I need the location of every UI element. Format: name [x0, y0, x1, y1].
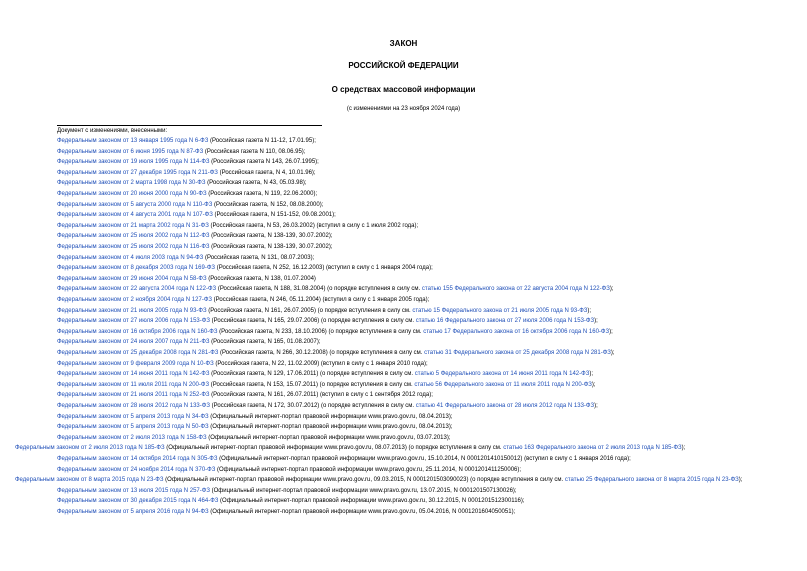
amendment-publication-text: (Российская газета N 110, 08.06.95); [203, 148, 306, 155]
amendment-article-link[interactable]: статью 15 Федерального закона от 21 июля 2005 года N 93-ФЗ [412, 307, 588, 314]
amendment-law-link[interactable]: Федеральным законом от 28 июля 2012 года N 133-ФЗ [57, 402, 210, 409]
amendment-publication-text: (Российская газета, N 233, 18.10.2006) (о порядке вступления в силу см. [217, 328, 424, 335]
amendment-publication-text: (Российская газета, N 165, 01.08.2007); [209, 339, 321, 346]
amendment-publication-text: (Российская газета, N 129, 17.06.2011) (о порядке вступления в силу см. [209, 371, 415, 378]
amendment-publication-text: (Российская газета, N 252, 16.12.2003) (вступил в силу с 1 января 2004 года); [215, 265, 433, 272]
amendment-publication-text: (Российская газета, N 165, 29.07.2006) (о порядке вступления в силу см. [209, 318, 416, 325]
amendment-publication-text: (Российская газета, N 188, 31.08.2004) (о порядке вступления в силу см. [216, 286, 422, 293]
amendment-item [57, 390, 777, 401]
amendment-publication-text: (Российская газета, N 152, 08.08.2000); [212, 201, 324, 208]
amendment-item [57, 337, 777, 348]
amendment-tail-text: ); [594, 318, 598, 325]
amendment-publication-text: (Официальный интернет-портал правовой информации www.pravo.gov.ru, 30.12.2015, N 0001201512300116); [218, 498, 525, 505]
amendment-law-link[interactable]: Федеральным законом от 19 июля 1995 года N 114-ФЗ [57, 159, 210, 166]
amendment-publication-text: (Российская газета, N 172, 30.07.2012) (о порядке вступления в силу см. [209, 402, 416, 409]
amendment-item [57, 189, 777, 200]
amendment-law-link[interactable]: Федеральным законом от 21 июля 2005 года N 93-ФЗ [57, 307, 207, 314]
amendment-publication-text: (Российская газета, N 138-139, 30.07.2002); [209, 244, 333, 251]
amendment-law-link[interactable]: Федеральным законом от 5 августа 2000 года N 110-ФЗ [57, 201, 213, 208]
amendment-publication-text: (Российская газета, N 119, 22.06.2000); [206, 191, 318, 198]
amendment-law-link[interactable]: Федеральным законом от 5 апреля 2016 года N 94-ФЗ [57, 508, 209, 515]
amendment-publication-text: (Российская газета, N 53, 26.03.2002) (вступил в силу с 1 июля 2002 года); [208, 222, 419, 229]
amendment-law-link[interactable]: Федеральным законом от 5 апреля 2013 года N 50-ФЗ [57, 424, 209, 431]
amendment-law-link[interactable]: Федеральным законом от 24 июля 2007 года N 211-ФЗ [57, 339, 210, 346]
amendment-tail-text: ); [681, 445, 686, 452]
amendment-law-link[interactable]: Федеральным законом от 2 марта 1998 года N 30-ФЗ [57, 180, 206, 187]
amendment-law-link[interactable]: Федеральным законом от 13 июля 2015 года N 257-ФЗ [57, 487, 210, 494]
amendment-item [57, 306, 777, 317]
amendment-publication-text: (Российская газета, N 22, 11.02.2009) (вступил в силу с 1 января 2010 года); [213, 360, 428, 367]
amendment-law-link[interactable]: Федеральным законом от 5 апреля 2013 года N 34-ФЗ [57, 413, 209, 420]
amendment-law-link[interactable]: Федеральным законом от 2 ноября 2004 года N 127-ФЗ [57, 297, 213, 303]
amendment-item [57, 200, 777, 211]
amendment-publication-text: (Российская газета, N 138-139, 30.07.2002); [209, 233, 333, 240]
amendment-article-link[interactable]: статью 163 Федерального закона от 2 июля 2013 года N 185-ФЗ [503, 445, 682, 452]
amendment-law-link[interactable]: Федеральным законом от 25 июля 2002 года N 116-ФЗ [57, 244, 210, 251]
amendment-law-link[interactable]: Федеральным законом от 30 декабря 2015 года N 464-ФЗ [57, 498, 219, 505]
amendment-publication-text: (Российская газета, N 138, 01.07.2004) [206, 275, 316, 282]
amendments-list [15, 126, 777, 518]
amendment-item [57, 136, 777, 147]
amendment-item [57, 380, 777, 391]
amendment-item [57, 157, 777, 168]
amendment-item [57, 316, 777, 327]
amendment-item [57, 401, 777, 412]
amendment-publication-text: (Российская газета, N 43, 05.03.98); [205, 180, 307, 187]
amendment-item [57, 242, 777, 253]
amendment-law-link[interactable]: Федеральным законом от 27 декабря 1995 года N 211-ФЗ [57, 169, 218, 176]
amendment-item [57, 496, 777, 507]
amendment-item [57, 433, 777, 444]
amendment-item [57, 274, 777, 285]
amendment-article-link[interactable]: статью 41 Федерального закона от 28 июля 2012 года N 133-ФЗ [415, 402, 595, 409]
amendment-tail-text: ); [609, 328, 613, 335]
amendment-publication-text: (Официальный интернет-портал правовой информации www.pravo.gov.ru, 09.03.2015, N 0001201503090023) (о порядке вступления в силу см. [163, 477, 565, 484]
amendment-publication-text: (Официальный интернет-портал правовой информации www.pravo.gov.ru, 03.07.2013); [206, 434, 451, 441]
amendment-tail-text: ); [587, 307, 592, 314]
amendment-law-link[interactable]: Федеральным законом от 14 октября 2014 года N 305-ФЗ [57, 455, 218, 462]
amendment-law-link[interactable]: Федеральным законом от 6 июня 1995 года N 87-ФЗ [57, 148, 204, 155]
amendment-publication-text: (Официальный интернет-портал правовой информации www.pravo.gov.ru, 15.10.2014, N 0001201410150012) (вступил в силу с 1 января 2016 года); [217, 455, 631, 462]
amendment-item [57, 147, 777, 158]
amendment-publication-text: (Российская газета, N 151-152, 09.08.2001); [212, 212, 336, 219]
amendment-publication-text: (Официальный интернет-портал правовой информации www.pravo.gov.ru, 08.04.2013); [208, 424, 453, 431]
amendment-law-link[interactable]: Федеральным законом от 21 июля 2011 года N 252-ФЗ [57, 392, 210, 399]
amendment-item [57, 507, 777, 518]
amendment-tail-text: ); [610, 349, 615, 356]
amendment-tail-text: ); [594, 402, 598, 409]
amendment-law-link[interactable]: Федеральным законом от 20 июня 2000 года N 90-ФЗ [57, 191, 207, 198]
amendment-publication-text: (Российская газета, N 4, 10.01.96); [217, 169, 316, 176]
amendment-law-link[interactable]: Федеральным законом от 25 июля 2002 года N 112-ФЗ [57, 233, 210, 240]
amendment-article-link[interactable]: статью 31 Федерального закона от 25 декабря 2008 года N 281-ФЗ [424, 349, 611, 356]
amendment-law-link[interactable]: Федеральным законом от 24 ноября 2014 года N 370-ФЗ [57, 466, 216, 473]
amendment-item [57, 327, 777, 338]
amendment-item [57, 284, 777, 295]
amendment-item [57, 178, 777, 189]
amendment-tail-text: ); [609, 286, 614, 293]
amendment-law-link[interactable]: Федеральным законом от 4 июля 2003 года N 94-ФЗ [57, 254, 204, 261]
amendment-item [57, 263, 777, 274]
amendment-tail-text: ); [738, 477, 743, 484]
amendment-law-link[interactable]: Федеральным законом от 16 октября 2006 года N 160-ФЗ [57, 328, 218, 335]
amendment-item [57, 359, 777, 370]
amendment-article-link[interactable]: статью 5 Федерального закона от 14 июня 2011 года N 142-ФЗ [414, 371, 590, 378]
amendment-item [57, 454, 777, 465]
amendment-tail-text: ); [589, 371, 593, 378]
amendment-law-link[interactable]: Федеральным законом от 29 июня 2004 года N 58-ФЗ [57, 275, 207, 282]
amendment-item [57, 422, 777, 433]
amendment-publication-text: (Российская газета, N 161, 26.07.2011) (вступил в силу с 1 сентября 2012 года); [209, 392, 433, 399]
amendment-law-link[interactable]: Федеральным законом от 2 июля 2013 года N 158-ФЗ [57, 434, 207, 441]
amendment-item [57, 348, 777, 359]
law-country-heading: РОССИЙСКОЙ ФЕДЕРАЦИИ [348, 61, 459, 70]
amendment-article-link[interactable]: статью 17 Федерального закона от 16 октября 2006 года N 160-ФЗ [423, 328, 610, 335]
amendment-item [57, 253, 777, 264]
amendment-publication-text: (Официальный интернет-портал правовой информации www.pravo.gov.ru, 05.04.2016, N 0001201604050051); [208, 508, 516, 515]
edition-note: (с изменениями на 23 ноября 2024 года) [346, 106, 461, 112]
amendment-law-link[interactable]: Федеральным законом от 11 июля 2011 года N 200-ФЗ [57, 381, 210, 388]
amendment-law-link[interactable]: Федеральным законом от 4 августа 2001 года N 107-ФЗ [57, 212, 213, 219]
amendment-publication-text: (Российская газета, N 131, 08.07.2003); [203, 254, 315, 261]
amendments-items [15, 136, 777, 517]
amendment-publication-text: (Официальный интернет-портал правовой информации www.pravo.gov.ru, 08.07.2013) (о порядке вступления в силу см. [164, 445, 504, 452]
amendment-item [57, 465, 777, 476]
amendment-law-link[interactable]: Федеральным законом от 14 июня 2011 года N 142-ФЗ [57, 371, 210, 378]
amendment-publication-text: (Официальный интернет-портал правовой информации www.pravo.gov.ru, 13.07.2015, N 0001201507130026); [209, 487, 517, 494]
amendment-publication-text: (Российская газета, N 161, 26.07.2005) (о порядке вступления в силу см. [206, 307, 413, 314]
amendment-article-link[interactable]: статью 25 Федерального закона от 8 марта 2015 года N 23-ФЗ [564, 477, 739, 484]
amendment-item [57, 295, 777, 306]
amendment-item [57, 231, 777, 242]
amendment-law-link[interactable]: Федеральным законом от 2 июля 2013 года N 185-ФЗ [15, 445, 165, 452]
law-subject-heading: О средствах массовой информации [331, 85, 476, 94]
amendment-article-link[interactable]: статью 16 Федерального закона от 27 июля 2006 года N 153-ФЗ [415, 318, 595, 325]
amendment-item [57, 221, 777, 232]
amendment-publication-text: (Российская газета N 11-12, 17.01.95); [208, 138, 316, 145]
amendment-item [15, 475, 777, 486]
amendment-item [57, 369, 777, 380]
amendment-law-link[interactable]: Федеральным законом от 22 августа 2004 года N 122-ФЗ [57, 286, 217, 293]
amendment-publication-text: (Российская газета, N 153, 15.07.2011) (о порядке вступления в силу см. [209, 381, 415, 388]
amendment-article-link[interactable]: статью 56 Федерального закона от 11 июля 2011 года N 200-ФЗ [414, 381, 592, 388]
amendment-law-link[interactable]: Федеральным законом от 9 февраля 2009 года N 10-ФЗ [57, 360, 214, 367]
amendment-publication-text: (Российская газета N 143, 26.07.1995); [209, 159, 319, 166]
amendment-law-link[interactable]: Федеральным законом от 8 декабря 2003 года N 169-ФЗ [57, 265, 216, 272]
amendment-law-link[interactable]: Федеральным законом от 25 декабря 2008 года N 281-ФЗ [57, 349, 219, 356]
amendment-publication-text: (Официальный интернет-портал правовой информации www.pravo.gov.ru, 08.04.2013); [208, 413, 453, 420]
amendment-item [57, 210, 777, 221]
amendment-item [15, 443, 777, 454]
amendment-item [57, 412, 777, 423]
amendment-item [57, 486, 777, 497]
amendment-law-link[interactable]: Федеральным законом от 13 января 1995 года N 6-ФЗ [57, 138, 209, 145]
law-title-heading: ЗАКОН [389, 39, 418, 48]
amendment-publication-text: (Официальный интернет-портал правовой информации www.pravo.gov.ru, 25.11.2014, N 0001201411250006); [215, 466, 522, 473]
amendment-law-link[interactable]: Федеральным законом от 8 марта 2015 года N 23-ФЗ [15, 477, 164, 484]
amendment-publication-text: (Российская газета, N 266, 30.12.2008) (о порядке вступления в силу см. [218, 349, 425, 356]
amendment-publication-text: (Российская газета, N 246, 05.11.2004) (вступил в силу с 1 января 2005 года); [212, 297, 430, 303]
amendment-article-link[interactable]: статью 155 Федерального закона от 22 августа 2004 года N 122-ФЗ [421, 286, 610, 293]
amendment-tail-text: ); [591, 381, 596, 388]
amendment-law-link[interactable]: Федеральным законом от 27 июля 2006 года N 153-ФЗ [57, 318, 210, 325]
amendment-item [57, 168, 777, 179]
amendments-intro: Документ с изменениями, внесенными: [57, 127, 168, 134]
amendment-law-link[interactable]: Федеральным законом от 21 марта 2002 года N 31-ФЗ [57, 222, 209, 229]
